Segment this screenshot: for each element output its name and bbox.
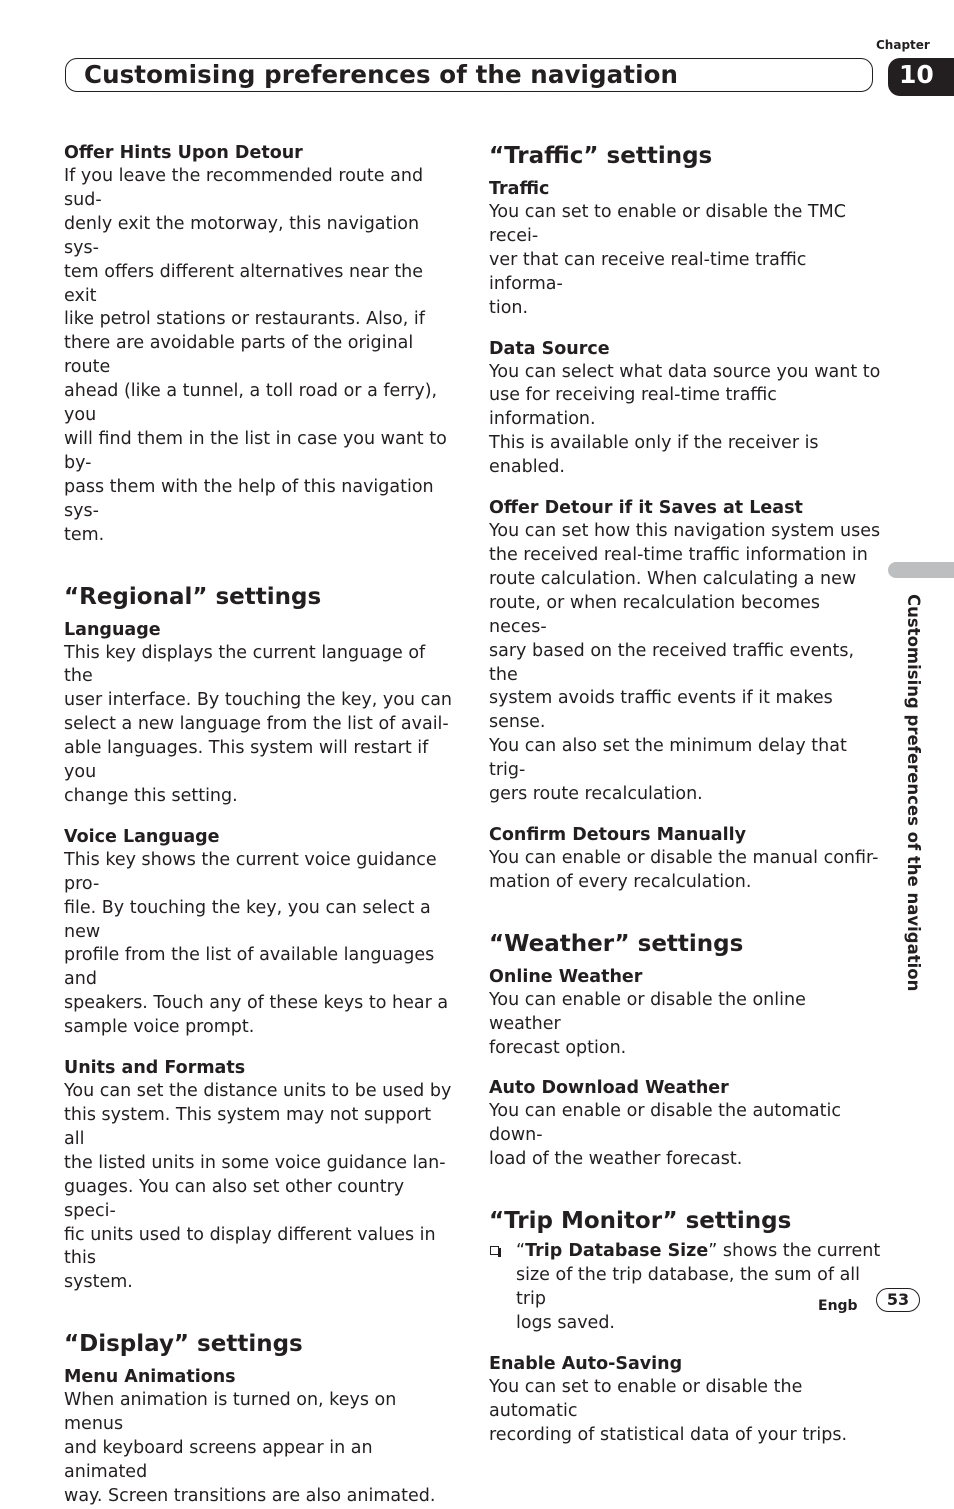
traffic-heading: Traffic — [489, 179, 550, 199]
text-line: forecast option. — [489, 1037, 627, 1058]
text-line: If you leave the recommended route and sud- — [64, 166, 424, 210]
language-paragraph — [64, 642, 456, 809]
text-line: You can enable or disable the manual confir- — [489, 847, 879, 868]
text-line: system avoids traffic events if it makes sense. — [489, 688, 833, 733]
text-line: When animation is turned on, keys on menus — [64, 1390, 397, 1435]
text-line: and keyboard screens appear in an animated — [64, 1438, 373, 1482]
voice-language-heading: Voice Language — [64, 826, 220, 847]
chapter-number: 10 — [899, 60, 934, 89]
page-title: Customising preferences of the navigation — [84, 60, 679, 89]
text-line: pass them with the help of this navigation sys- — [64, 476, 434, 521]
right-column — [489, 141, 881, 1448]
traffic-paragraph — [489, 201, 881, 321]
regional-section-title: “Regional” settings — [64, 583, 322, 610]
confirm-detours-heading: Confirm Detours Manually — [489, 824, 746, 845]
text-line: sary based on the received traffic events, the — [489, 640, 855, 685]
text-line: able languages. This system will restart if you — [64, 738, 429, 783]
checkbox-bullet-icon — [490, 1246, 499, 1255]
hints-paragraph — [64, 165, 456, 548]
trip-monitor-section-title: “Trip Monitor” settings — [489, 1208, 792, 1235]
text-line — [516, 1240, 881, 1264]
text-line: tion. — [489, 297, 529, 318]
weather-section-title: “Weather” settings — [489, 930, 744, 957]
traffic-section-title: “Traffic” settings — [489, 143, 713, 169]
text-line: change this setting. — [64, 785, 238, 806]
text-line: user interface. By touching the key, you can — [64, 690, 453, 711]
side-section-label: Customising preferences of the navigation — [904, 594, 923, 992]
chapter-label: Chapter — [876, 38, 930, 52]
text-line: load of the weather forecast. — [489, 1149, 743, 1170]
text-line: recording of statistical data of your trips. — [489, 1424, 848, 1445]
enable-auto-saving-heading: Enable Auto-Saving — [489, 1353, 683, 1374]
enable-auto-saving-paragraph — [489, 1376, 881, 1448]
text-line: select a new language from the list of avail- — [64, 714, 449, 735]
text-line: You can set to enable or disable the TMC recei- — [489, 202, 846, 246]
text-line: This key shows the current voice guidance pro- — [64, 849, 437, 894]
quote-mark: “ — [516, 1241, 526, 1262]
display-section-title: “Display” settings — [64, 1331, 303, 1358]
online-weather-paragraph — [489, 989, 881, 1061]
text-line: speakers. Touch any of these keys to hear a — [64, 993, 449, 1014]
text-line: fic units used to display different values in this — [64, 1224, 436, 1269]
text-line: like petrol stations or restaurants. Also, if — [64, 309, 425, 330]
text-line: ahead (like a tunnel, a toll road or a ferry), you — [64, 381, 438, 426]
side-thumb-tab — [888, 562, 954, 578]
text-line: This key displays the current language of the — [64, 642, 426, 687]
text-line: You can enable or disable the automatic down- — [489, 1101, 841, 1146]
text-line: size of the trip database, the sum of all trip — [516, 1265, 861, 1309]
units-heading: Units and Formats — [64, 1058, 246, 1079]
chapter-title-box — [65, 58, 873, 92]
text-line: the listed units in some voice guidance lan- — [64, 1152, 446, 1173]
chapter-number-tab — [888, 58, 954, 96]
text-line: logs saved. — [516, 1312, 615, 1333]
trip-database-size-term: Trip Database Size — [525, 1241, 709, 1262]
text-line: You can enable or disable the online weather — [489, 989, 806, 1034]
text-line: way. Screen transitions are also animated. — [64, 1485, 436, 1506]
hints-heading: Offer Hints Upon Detour — [64, 143, 303, 163]
text-line: mation of every recalculation. — [489, 871, 752, 892]
text-line: gers route recalculation. — [489, 784, 703, 805]
text-line: sample voice prompt. — [64, 1017, 255, 1038]
language-heading: Language — [64, 619, 161, 640]
text-line: tem offers different alternatives near the exit — [64, 261, 424, 306]
text-line: You can set the distance units to be used by — [64, 1081, 452, 1102]
auto-download-heading: Auto Download Weather — [489, 1078, 729, 1099]
text-line: route, or when recalculation becomes neces- — [489, 592, 820, 637]
menu-animations-paragraph — [64, 1389, 456, 1509]
text-line: ver that can receive real-time traffic informa- — [489, 249, 807, 294]
text-line: You can select what data source you want to — [489, 361, 881, 382]
trip-database-bullet — [489, 1240, 881, 1336]
text-line: guages. You can also set other country speci- — [64, 1176, 405, 1221]
text-line: file. By touching the key, you can select a new — [64, 897, 431, 942]
page-number: 53 — [876, 1288, 920, 1312]
text-line: this system. This system may not support all — [64, 1105, 432, 1149]
menu-animations-heading: Menu Animations — [64, 1367, 236, 1388]
text-line: You can also set the minimum delay that trig- — [489, 736, 847, 781]
text-line: the received real-time traffic information in — [489, 544, 868, 565]
online-weather-heading: Online Weather — [489, 966, 643, 987]
auto-download-paragraph — [489, 1100, 881, 1172]
offer-detour-paragraph — [489, 520, 881, 807]
left-column — [64, 141, 456, 1509]
text-line: use for receiving real-time traffic information. — [489, 385, 777, 430]
data-source-heading: Data Source — [489, 338, 610, 359]
voice-language-paragraph — [64, 849, 456, 1040]
footer-language-code: Engb — [818, 1298, 858, 1314]
text-line: denly exit the motorway, this navigation sys- — [64, 213, 420, 258]
text-line: route calculation. When calculating a new — [489, 568, 857, 589]
text-line: there are avoidable parts of the original route — [64, 333, 414, 378]
text-line: tem. — [64, 524, 105, 545]
data-source-paragraph — [489, 361, 881, 481]
text-line: profile from the list of available languages and — [64, 945, 435, 990]
confirm-detours-paragraph — [489, 847, 881, 895]
text-line: system. — [64, 1272, 133, 1293]
text-line: You can set to enable or disable the automatic — [489, 1376, 803, 1421]
text-span: ” shows the current — [708, 1241, 881, 1262]
text-line: This is available only if the receiver is enabled. — [489, 433, 819, 478]
text-line: will find them in the list in case you want to by- — [64, 428, 447, 473]
offer-detour-heading: Offer Detour if it Saves at Least — [489, 498, 803, 519]
units-paragraph — [64, 1080, 456, 1295]
text-line: You can set how this navigation system uses — [489, 521, 881, 542]
